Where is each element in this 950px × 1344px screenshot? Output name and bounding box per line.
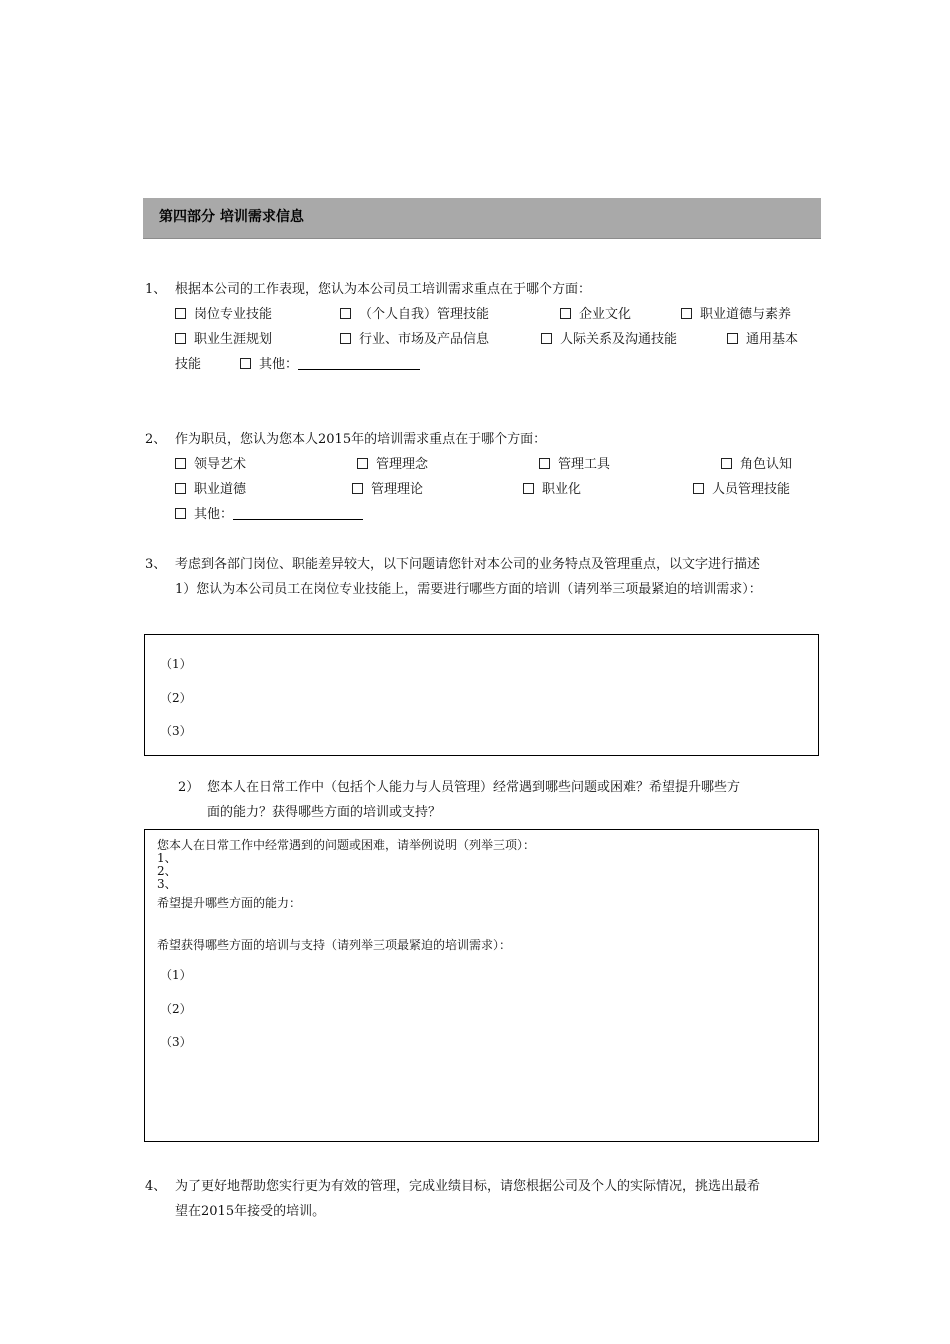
q1-option[interactable]: （个人自我）管理技能 bbox=[340, 303, 489, 322]
checkbox-icon[interactable] bbox=[681, 308, 692, 319]
section-title: 第四部分 培训需求信息 bbox=[159, 209, 304, 225]
checkbox-icon[interactable] bbox=[175, 483, 186, 494]
q4-line2: 望在2015年接受的培训。 bbox=[175, 1204, 326, 1219]
q2-option[interactable]: 管理工具 bbox=[539, 453, 610, 472]
q4-number: 4、 bbox=[145, 1179, 167, 1194]
q1-number: 1、 bbox=[145, 282, 167, 297]
checkbox-icon[interactable] bbox=[541, 333, 552, 344]
section-header bbox=[143, 198, 821, 239]
checkbox-icon[interactable] bbox=[240, 358, 251, 369]
q1-text: 根据本公司的工作表现，您认为本公司员工培训需求重点在于哪个方面： bbox=[175, 282, 592, 297]
q2-option[interactable]: 管理理念 bbox=[357, 453, 428, 472]
answer-item: （2） bbox=[160, 691, 192, 705]
q2-option[interactable]: 职业化 bbox=[523, 478, 581, 497]
q3-number: 3、 bbox=[145, 557, 167, 572]
answer-item: （3） bbox=[160, 724, 192, 738]
q3-sub2-line2: 面的能力？获得哪些方面的培训或支持？ bbox=[207, 805, 442, 820]
support-heading: 希望获得哪些方面的培训与支持（请列举三项最紧迫的培训需求）： bbox=[157, 938, 512, 952]
other-blank-field[interactable] bbox=[298, 357, 420, 370]
q2-option[interactable]: 角色认知 bbox=[721, 453, 792, 472]
q1-option[interactable]: 岗位专业技能 bbox=[175, 303, 272, 322]
q3-sub1-text: 1）您认为本公司员工在岗位专业技能上，需要进行哪些方面的培训（请列举三项最紧迫的培训需求）： bbox=[175, 582, 762, 597]
q2-option-other[interactable]: 其他： bbox=[175, 503, 363, 522]
problems-list-item: 1、 bbox=[157, 851, 177, 865]
checkbox-icon[interactable] bbox=[175, 333, 186, 344]
checkbox-icon[interactable] bbox=[523, 483, 534, 494]
q2-number: 2、 bbox=[145, 432, 167, 447]
q1-option[interactable]: 行业、市场及产品信息 bbox=[340, 328, 489, 347]
q1-option-continued: 技能 bbox=[175, 357, 202, 372]
checkbox-icon[interactable] bbox=[340, 333, 351, 344]
checkbox-icon[interactable] bbox=[560, 308, 571, 319]
q1-option[interactable]: 通用基本 bbox=[727, 328, 798, 347]
checkbox-icon[interactable] bbox=[727, 333, 738, 344]
q1-option[interactable]: 企业文化 bbox=[560, 303, 631, 322]
checkbox-icon[interactable] bbox=[357, 458, 368, 469]
answer-item: （1） bbox=[160, 657, 192, 671]
answer-item: （1） bbox=[160, 968, 192, 982]
answer-item: （3） bbox=[160, 1035, 192, 1049]
q3-text: 考虑到各部门岗位、职能差异较大，以下问题请您针对本公司的业务特点及管理重点，以文字进行描述 bbox=[175, 557, 761, 572]
checkbox-icon[interactable] bbox=[175, 508, 186, 519]
q1-option[interactable]: 人际关系及沟通技能 bbox=[541, 328, 677, 347]
q2-option[interactable]: 人员管理技能 bbox=[693, 478, 790, 497]
other-blank-field[interactable] bbox=[233, 507, 363, 520]
q4-line1: 为了更好地帮助您实行更为有效的管理，完成业绩目标，请您根据公司及个人的实际情况，挑选出最希 bbox=[175, 1179, 761, 1194]
problems-list-item: 2、 bbox=[157, 864, 177, 878]
checkbox-icon[interactable] bbox=[539, 458, 550, 469]
problems-heading: 您本人在日常工作中经常遇到的问题或困难，请举例说明（列举三项）： bbox=[157, 838, 536, 852]
checkbox-icon[interactable] bbox=[721, 458, 732, 469]
ability-heading: 希望提升哪些方面的能力： bbox=[157, 896, 302, 910]
q1-option-other[interactable]: 其他： bbox=[240, 353, 420, 372]
problems-list-item: 3、 bbox=[157, 877, 177, 891]
checkbox-icon[interactable] bbox=[693, 483, 704, 494]
q3-sub2-line1: 您本人在日常工作中（包括个人能力与人员管理）经常遇到哪些问题或困难？希望提升哪些方 bbox=[207, 780, 741, 795]
q1-option[interactable]: 职业道德与素养 bbox=[681, 303, 791, 322]
q2-option[interactable]: 领导艺术 bbox=[175, 453, 246, 472]
q2-option[interactable]: 管理理论 bbox=[352, 478, 423, 497]
q3-sub2-label: 2） bbox=[178, 780, 200, 795]
checkbox-icon[interactable] bbox=[175, 458, 186, 469]
q2-text: 作为职员，您认为您本人2015年的培训需求重点在于哪个方面： bbox=[175, 432, 547, 447]
answer-box-2[interactable] bbox=[144, 829, 819, 1142]
q2-option[interactable]: 职业道德 bbox=[175, 478, 246, 497]
answer-box-1[interactable] bbox=[144, 634, 819, 756]
q1-option[interactable]: 职业生涯规划 bbox=[175, 328, 272, 347]
problems-list bbox=[157, 852, 177, 891]
checkbox-icon[interactable] bbox=[352, 483, 363, 494]
answer-item: （2） bbox=[160, 1002, 192, 1016]
checkbox-icon[interactable] bbox=[175, 308, 186, 319]
checkbox-icon[interactable] bbox=[340, 308, 351, 319]
